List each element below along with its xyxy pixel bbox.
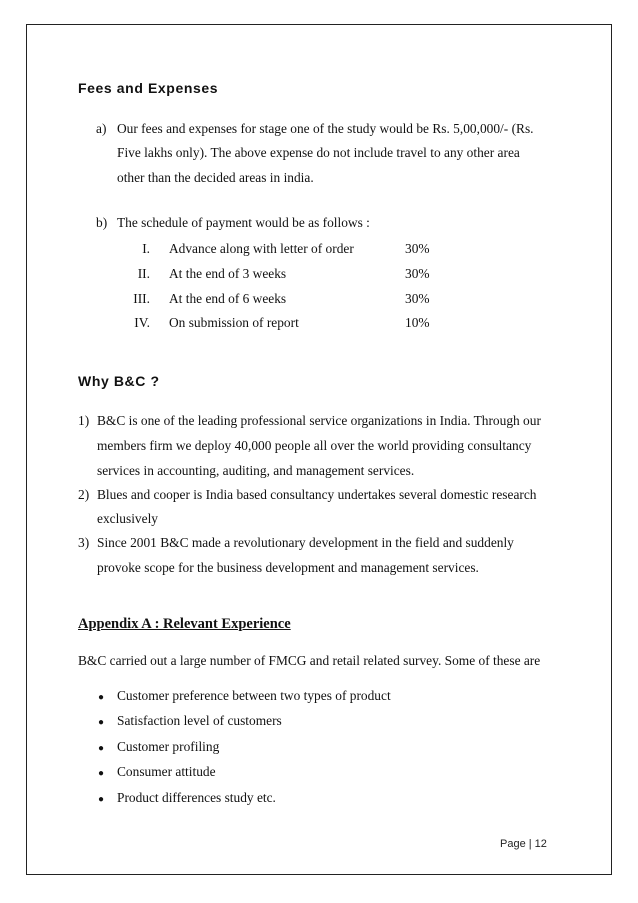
schedule-pct: 30% <box>405 266 430 281</box>
fees-item-a-line-3: other than the decided areas in india. <box>117 170 314 185</box>
why-item-1-line-1: B&C is one of the leading professional service organizations in India. Through our <box>97 413 541 428</box>
schedule-pct: 30% <box>405 241 430 256</box>
fees-item-b-text: The schedule of payment would be as follows : <box>117 215 370 230</box>
why-item-3-line-2: provoke scope for the business development and management services. <box>97 560 479 575</box>
schedule-num: I. <box>142 241 150 256</box>
bullet-dot-icon: ● <box>98 794 105 805</box>
schedule-pct: 30% <box>405 291 430 306</box>
schedule-desc: Advance along with letter of order <box>169 241 354 256</box>
why-item-1-line-2: members firm we deploy 40,000 people all over the world providing consultancy <box>97 438 532 453</box>
bullet-dot-icon: ● <box>98 692 105 703</box>
schedule-desc: On submission of report <box>169 315 299 330</box>
appendix-bullet-item: Customer profiling <box>117 739 220 754</box>
fees-heading: Fees and Expenses <box>78 80 219 96</box>
appendix-intro: B&C carried out a large number of FMCG and retail related survey. Some of these are <box>78 653 541 668</box>
appendix-heading: Appendix A : Relevant Experience <box>78 616 291 632</box>
bullet-dot-icon: ● <box>98 717 105 728</box>
appendix-bullet-item: Product differences study etc. <box>117 790 276 805</box>
bullet-dot-icon: ● <box>98 743 105 754</box>
why-item-2-line-1: Blues and cooper is India based consultancy undertakes several domestic research <box>97 487 537 502</box>
why-item-2-marker: 2) <box>78 487 90 502</box>
why-item-3-line-1: Since 2001 B&C made a revolutionary development in the field and suddenly <box>97 535 514 550</box>
why-item-1-marker: 1) <box>78 413 90 428</box>
schedule-desc: At the end of 3 weeks <box>169 266 287 281</box>
appendix-bullet-item: Satisfaction level of customers <box>117 713 282 728</box>
appendix-bullet-item: Consumer attitude <box>117 764 216 779</box>
fees-item-b-marker: b) <box>96 215 108 230</box>
page-number: Page | 12 <box>500 838 547 850</box>
schedule-num: II. <box>137 266 150 281</box>
fees-item-a-line-1: Our fees and expenses for stage one of the study would be Rs. 5,00,000/- (Rs. <box>117 121 534 136</box>
schedule-desc: At the end of 6 weeks <box>169 291 287 306</box>
why-heading: Why B&C ? <box>78 373 160 389</box>
schedule-pct: 10% <box>405 315 430 330</box>
why-item-2-line-2: exclusively <box>97 511 158 526</box>
fees-item-a-line-2: Five lakhs only). The above expense do not include travel to any other area <box>117 145 520 160</box>
why-item-3-marker: 3) <box>78 535 90 550</box>
why-item-1-line-3: services in accounting, auditing, and management services. <box>97 463 415 478</box>
schedule-num: III. <box>133 291 150 306</box>
fees-item-a-marker: a) <box>96 121 107 136</box>
bullet-dot-icon: ● <box>98 768 105 779</box>
appendix-bullet-item: Customer preference between two types of product <box>117 688 391 703</box>
schedule-num: IV. <box>134 315 150 330</box>
